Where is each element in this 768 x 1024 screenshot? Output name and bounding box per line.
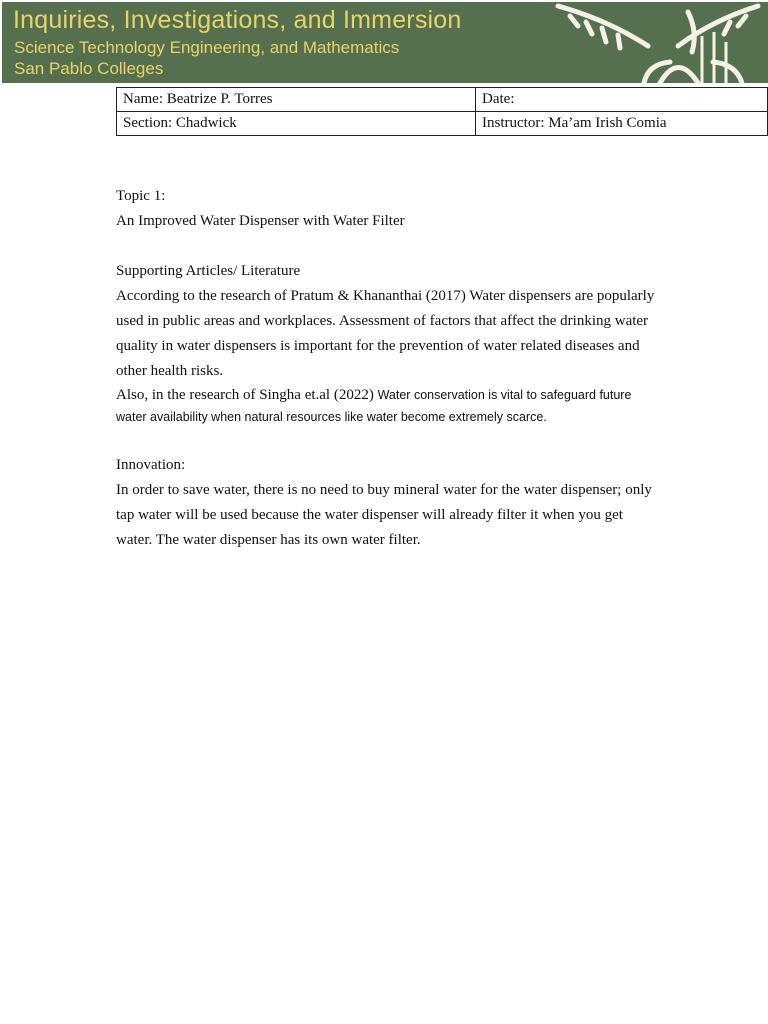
instructor-cell: Instructor: Ma’am Irish Comia [476,112,768,136]
banner-subtitle: Science Technology Engineering, and Mathematics [14,38,400,57]
banner-title: Inquiries, Investigations, and Immersion [13,6,462,34]
date-cell: Date: [476,88,768,112]
leaf-emblem-icon [548,2,768,83]
innovation-body: In order to save water, there is no need to buy mineral water for the water dispenser; only tap water will be used because the water dispenser will already filter it when you get water. The water dispenser has its own water filter. [116,482,652,548]
literature-heading: Supporting Articles/ Literature [116,263,301,279]
topic-title: An Improved Water Dispenser with Water Filter [116,213,405,229]
innovation-heading: Innovation: [116,457,186,473]
banner-college: San Pablo Colleges [14,59,164,78]
topic-label: Topic 1: [116,188,166,204]
table-row [117,112,768,136]
document-body [116,184,661,553]
literature-paragraph-1: According to the research of Pratum & Khananthai (2017) Water dispensers are popularly used in public areas and workplaces. Assessment of factors that affect the drinking water quality in water dispensers is important for the prevention of water related diseases and other health risks. [116,288,655,379]
header-banner [2,2,768,83]
name-cell: Name: Beatrize P. Torres [117,88,476,112]
student-info-table [116,87,768,136]
table-row [117,88,768,112]
section-cell: Section: Chadwick [117,112,476,136]
literature-quote: Water conservation is vital to safeguard future water availability when natural resources like water become extremely scarce. [116,388,632,424]
literature-citation: Also, in the research of Singha et.al (2022) [116,387,374,403]
literature-paragraph-2 [116,384,661,428]
